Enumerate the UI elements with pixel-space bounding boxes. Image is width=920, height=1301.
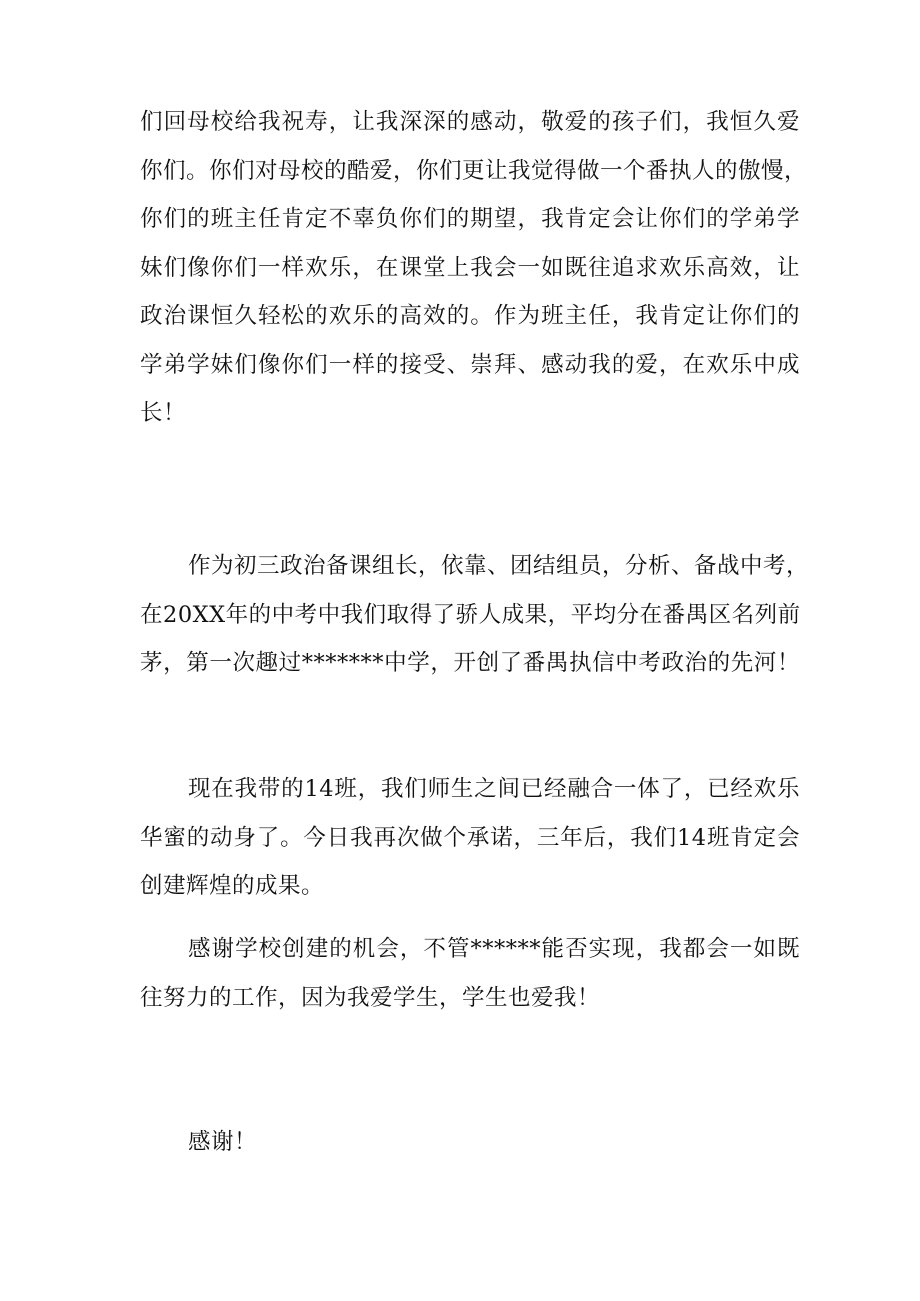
paragraph-line: 在20XX年的中考中我们取得了骄人成果，平均分在番禺区名列前	[140, 601, 801, 628]
paragraph-line: 你们的班主任肯定不辜负你们的期望，我肯定会让你们的学弟学	[140, 206, 800, 232]
paragraph-line: 政治课恒久轻松的欢乐的高效的。作为班主任，我肯定让你们的	[140, 303, 800, 329]
paragraph-line: 往努力的工作，因为我爱学生，学生也爱我！	[140, 984, 601, 1011]
paragraph-4	[140, 925, 800, 1022]
paragraph-line: 学弟学妹们像你们一样的接受、崇拜、感动我的爱，在欢乐中成	[140, 351, 800, 378]
paragraph-1	[140, 98, 808, 438]
paragraph-line: 作为初三政治备课组长，依靠、团结组员，分析、备战中考，	[188, 553, 810, 579]
paragraph-line: 你们。你们对母校的酷爱，你们更让我觉得做一个番执人的傲慢，	[140, 157, 808, 184]
paragraph-line: 创建辉煌的成果。	[140, 873, 325, 899]
paragraph-2	[140, 542, 810, 688]
paragraph-line: 妹们像你们一样欢乐，在课堂上我会一如既往追求欢乐高效，让	[140, 254, 800, 281]
paragraph-line: 长！	[140, 400, 187, 426]
paragraph-line: 现在我带的14班，我们师生之间已经融合一体了，已经欢乐	[188, 776, 800, 802]
paragraph-line: 华蜜的动身了。今日我再次做个承诺，三年后，我们14班肯定会	[140, 824, 800, 851]
paragraph-line: 感谢！	[188, 1129, 258, 1155]
paragraph-line: 感谢学校创建的机会，不管******能否实现，我都会一如既	[188, 936, 800, 962]
paragraph-line: 茅，第一次趣过*******中学，开创了番禺执信中考政治的先河！	[140, 650, 800, 676]
paragraph-5	[140, 1118, 800, 1167]
paragraph-3	[140, 765, 800, 911]
paragraph-line: 们回母校给我祝寿，让我深深的感动，敬爱的孩子们，我恒久爱	[140, 109, 800, 135]
